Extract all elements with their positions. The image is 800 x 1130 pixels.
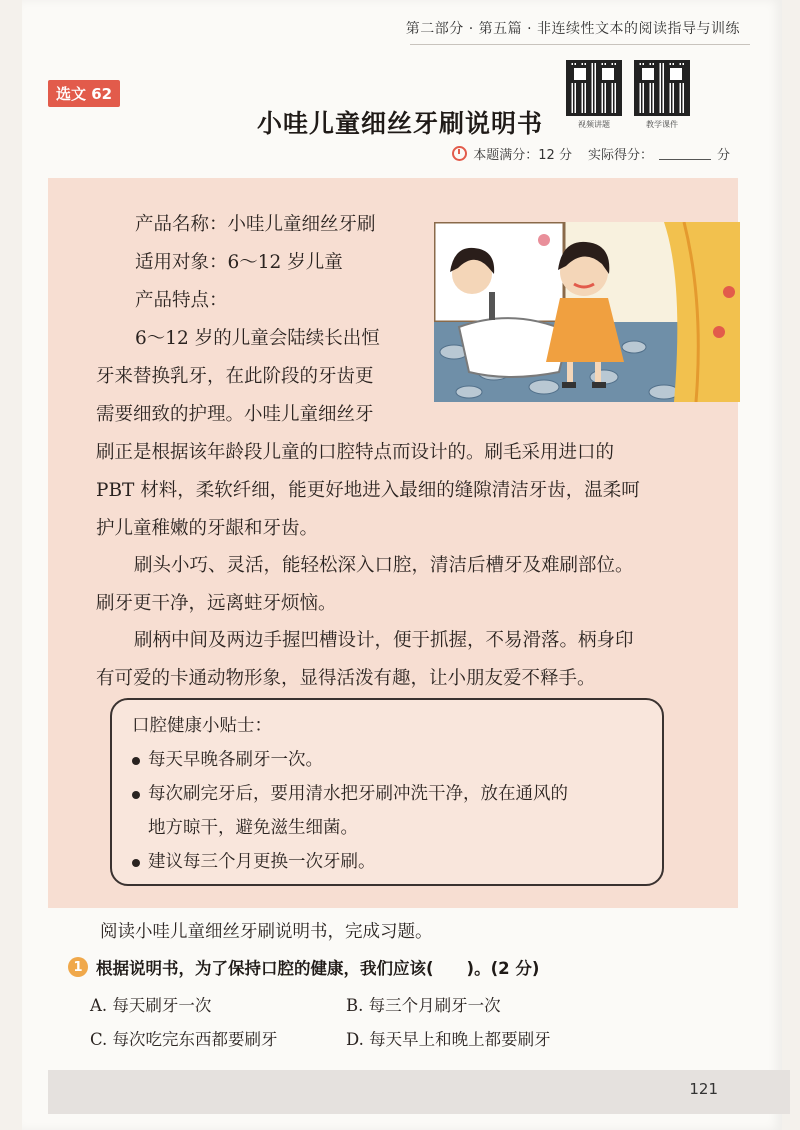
tip-item-cont: 地方晾干，避免滋生细菌。: [148, 818, 358, 838]
p1-line: 牙来替换乳牙，在此阶段的牙齿更: [96, 366, 374, 387]
footer-band: [48, 1070, 790, 1114]
clock-icon: [452, 146, 467, 161]
page-title: 小哇儿童细丝牙刷说明书: [256, 109, 543, 138]
bullet-icon: [132, 859, 140, 867]
p1-line: 刷正是根据该年龄段儿童的口腔特点而设计的。刷毛采用进口的: [96, 442, 615, 463]
header-rule: [410, 44, 750, 45]
bullet-icon: [132, 791, 140, 799]
p2-line: 刷牙更干净，远离蛀牙烦恼。: [96, 593, 337, 614]
p1-line: PBT 材料，柔软纤细，能更好地进入最细的缝隙清洁牙齿，温柔呵: [96, 480, 640, 501]
bullet-icon: [132, 757, 140, 765]
option-b[interactable]: B. 每三个月刷牙一次: [346, 996, 501, 1015]
tips-box: [110, 698, 664, 886]
score-blank[interactable]: [659, 147, 711, 160]
features-heading: 产品特点：: [135, 290, 228, 311]
bathroom-illustration: [434, 222, 740, 402]
option-c[interactable]: C. 每次吃完东西都要刷牙: [90, 1030, 278, 1049]
tip-item: 每天早晚各刷牙一次。: [132, 746, 323, 771]
actual-score-label: 实际得分：: [587, 148, 653, 163]
paragraph-1-a: [135, 320, 380, 358]
page-number: 121: [689, 1080, 718, 1098]
question-text: 根据说明书，为了保持口腔的健康，我们应该( )。(2 分): [96, 959, 540, 978]
running-header: 第二部分 · 第五篇 · 非连续性文本的阅读指导与训练: [405, 21, 740, 37]
paragraph-2: [96, 547, 634, 623]
score-line: [452, 144, 730, 163]
illustration: [434, 222, 740, 402]
full-score: 本题满分：12 分: [473, 148, 572, 163]
question-number-badge: 1: [68, 957, 88, 977]
product-name: 产品名称：小哇儿童细丝牙刷: [135, 214, 376, 235]
question-1: [68, 955, 539, 979]
p3-line: 刷柄中间及两边手握凹槽设计，便于抓握，不易滑落。柄身印: [134, 630, 634, 651]
p1-line: 6～12 岁的儿童会陆续长出恒: [135, 328, 380, 349]
option-a[interactable]: A. 每天刷牙一次: [90, 996, 212, 1015]
tips-heading: 口腔健康小贴士：: [132, 716, 272, 736]
paragraph-3: [96, 622, 634, 698]
p1-line: 护儿童稚嫩的牙龈和牙齿。: [96, 518, 319, 539]
score-unit: 分: [716, 148, 730, 163]
article-tag: 选文 62: [48, 80, 120, 107]
option-d[interactable]: D. 每天早上和晚上都要刷牙: [346, 1030, 551, 1049]
qr-label: 视频讲题: [578, 120, 610, 129]
product-target: 适用对象：6～12 岁儿童: [135, 252, 343, 273]
product-info: [135, 206, 376, 320]
p1-line: 需要细致的护理。小哇儿童细丝牙: [96, 404, 374, 425]
tip-item: 每次刷完牙后，要用清水把牙刷冲洗干净，放在通风的: [132, 780, 568, 805]
instruction: 阅读小哇儿童细丝牙刷说明书，完成习题。: [100, 922, 433, 942]
p2-line: 刷头小巧、灵活，能轻松深入口腔，清洁后槽牙及难刷部位。: [134, 555, 634, 576]
qr-label: 教学课件: [646, 120, 678, 129]
p3-line: 有可爱的卡通动物形象，显得活泼有趣，让小朋友爱不释手。: [96, 668, 596, 689]
tip-item: 建议每三个月更换一次牙刷。: [132, 848, 376, 873]
